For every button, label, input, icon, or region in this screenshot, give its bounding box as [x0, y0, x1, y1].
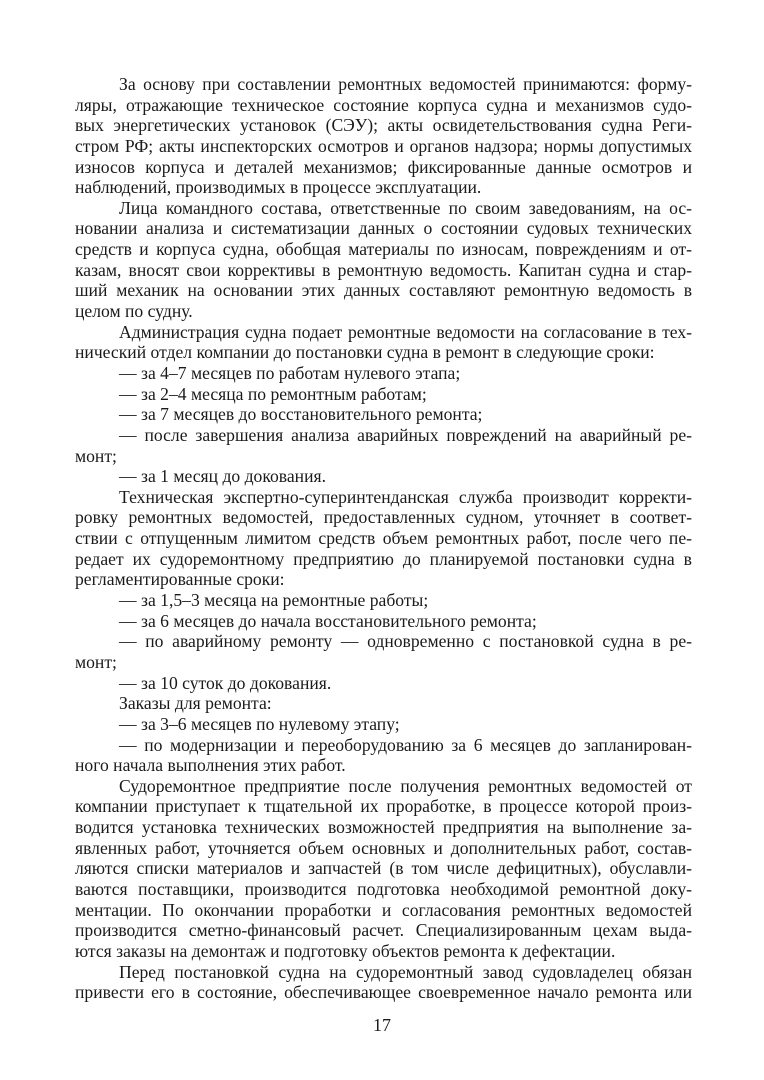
text-line: компании приступает к тщательной их проработке, в процессе которой произ-: [75, 796, 692, 817]
text-line: вых энергетических установок (СЭУ); акты освидетельствования судна Реги-: [75, 115, 692, 136]
list-item: [75, 735, 692, 776]
text-line: За основу при составлении ремонтных ведомостей принимаются: форму-: [119, 74, 692, 94]
text-line: ментации. По окончании проработки и согласования ремонтных ведомостей: [75, 899, 692, 920]
text-line: ваются поставщики, производится подготовка необходимой ремонтной доку-: [75, 878, 692, 899]
text-line: — за 1,5–3 месяца на ремонтные работы;: [119, 590, 429, 611]
list-item: [75, 404, 692, 425]
text-line: редает их судоремонтному предприятию до планируемой постановки судна в: [75, 548, 692, 569]
text-line: средств и корпуса судна, обобщая материалы по износам, повреждениям и от-: [75, 239, 692, 260]
page-number: 17: [373, 1015, 391, 1035]
list-item: [75, 466, 692, 487]
text-line: ются заказы на демонтаж и подготовку объектов ремонта к дефектации.: [75, 940, 616, 961]
text-line: ного начала выполнения этих работ.: [75, 755, 346, 776]
list-item: [75, 384, 692, 405]
body-text: [75, 74, 692, 1003]
text-line: Лица командного состава, ответственные по своим заведованиям, на ос-: [119, 197, 692, 218]
text-line: Заказы для ремонта:: [119, 693, 272, 714]
text-line: нический отдел компании до постановки судна в ремонт в следующие сроки:: [75, 342, 655, 363]
paragraph: [75, 198, 692, 322]
text-line: износов корпуса и деталей механизмов; фиксированные данные осмотров и: [75, 156, 692, 177]
text-line: ляются списки материалов и запчастей (в том числе дефицитных), обуславли-: [75, 858, 692, 879]
text-line: явленных работ, уточняется объем основных и дополнительных работ, состав-: [75, 837, 692, 858]
text-line: Техническая экспертно-суперинтенданская служба производит корректи-: [119, 486, 692, 507]
list-item: [75, 673, 692, 694]
text-line: — по аварийному ремонту — одновременно с постановкой судна в ре-: [119, 631, 692, 652]
text-line: — за 1 месяц до докования.: [119, 466, 326, 487]
paragraph: [75, 776, 692, 962]
text-line: — за 6 месяцев до начала восстановительного ремонта;: [119, 610, 537, 631]
text-line: стром РФ; акты инспекторских осмотров и органов надзора; нормы допустимых: [75, 135, 692, 156]
text-line: ствии с отпущенным лимитом средств объем ремонтных работ, после чего пе-: [75, 528, 692, 549]
text-line: целом по судну.: [75, 301, 193, 322]
text-line: — по модернизации и переоборудованию за 6 месяцев до запланирован-: [119, 734, 692, 755]
text-line: ровку ремонтных ведомостей, предоставленных судном, уточняет в соответ-: [75, 507, 692, 528]
text-line: водится установка технических возможностей предприятия на выполнение за-: [75, 817, 692, 838]
list-item: [75, 611, 692, 632]
text-line: — за 2–4 месяца по ремонтным работам;: [119, 383, 427, 404]
text-line: наблюдений, производимых в процессе эксплуатации.: [75, 177, 482, 198]
text-line: казам, вносят свои коррективы в ремонтную ведомость. Капитан судна и стар-: [75, 259, 692, 280]
list-item: [75, 714, 692, 735]
text-line: регламентированные сроки:: [75, 569, 285, 590]
paragraph: [75, 962, 692, 1003]
text-line: Судоремонтное предприятие после получения ремонтных ведомостей от: [119, 775, 692, 796]
text-line: — после завершения анализа аварийных повреждений на аварийный ре-: [119, 424, 692, 445]
text-line: ляры, отражающие техническое состояние корпуса судна и механизмов судо-: [75, 94, 692, 115]
text-line: ший механик на основании этих данных составляют ремонтную ведомость в: [75, 280, 692, 301]
text-line: Перед постановкой судна на судоремонтный завод судовладелец обязан: [119, 961, 692, 982]
text-line: — за 10 суток до докования.: [119, 672, 332, 693]
paragraph: [75, 74, 692, 198]
list-item: [75, 425, 692, 466]
list-item: [75, 363, 692, 384]
text-line: новании анализа и систематизации данных о состоянии судовых технических: [75, 218, 692, 239]
text-line: — за 7 месяцев до восстановительного ремонта;: [119, 404, 483, 425]
text-line: привести его в состояние, обеспечивающее своевременное начало ремонта или: [75, 982, 692, 1003]
paragraph: [75, 693, 692, 714]
list-item: [75, 590, 692, 611]
paragraph: [75, 322, 692, 363]
paragraph: [75, 487, 692, 590]
text-line: — за 3–6 месяцев по нулевому этапу;: [119, 713, 400, 734]
text-line: монт;: [75, 445, 117, 466]
text-line: монт;: [75, 651, 117, 672]
text-line: Администрация судна подает ремонтные ведомости на согласование в тех-: [119, 321, 692, 342]
text-line: производится сметно-финансовый расчет. Специализированным цехам выда-: [75, 920, 692, 941]
list-item: [75, 631, 692, 672]
text-line: — за 4–7 месяцев по работам нулевого этапа;: [119, 362, 461, 383]
